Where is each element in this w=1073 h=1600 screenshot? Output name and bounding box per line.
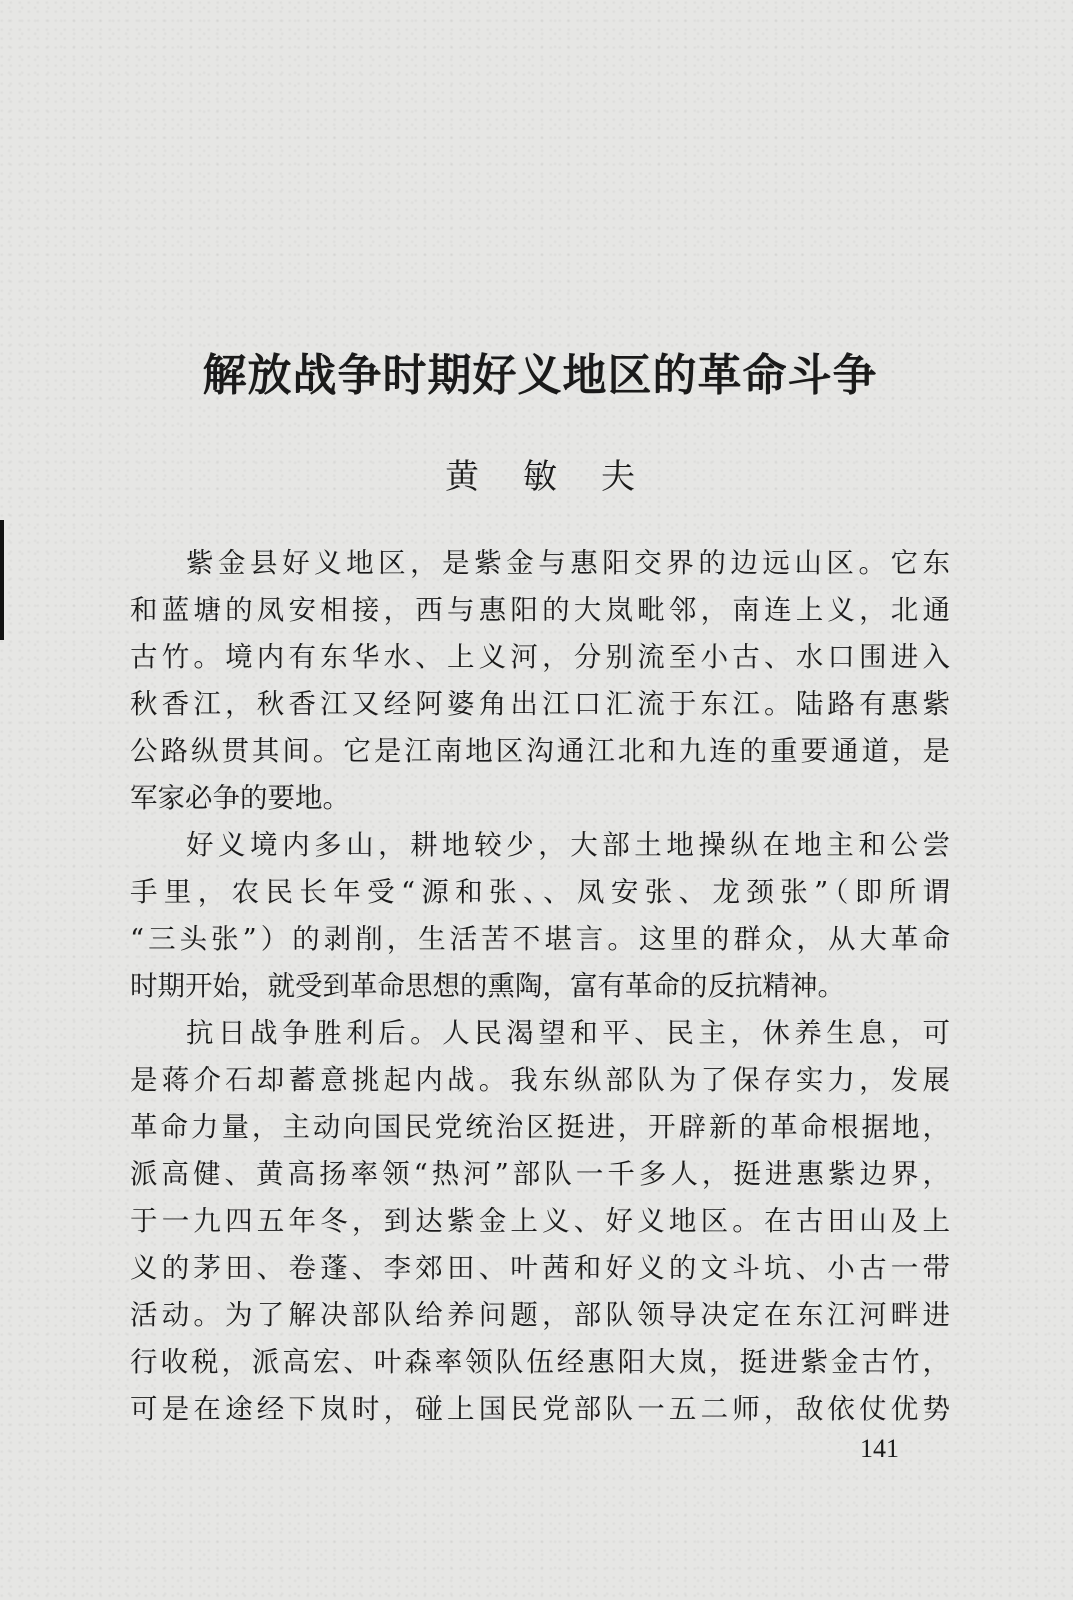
body-line: 古竹。境内有东华水、上义河，分别流至小古、水口围进入 xyxy=(130,641,950,673)
body-line: 紫金县好义地区，是紫金与惠阳交界的边远山区。它东 xyxy=(186,547,950,579)
body-line: “三头张”）的剥削，生活苦不堪言。这里的群众，从大革命 xyxy=(130,923,950,955)
body-line: 革命力量，主动向国民党统治区挺进，开辟新的革命根据地， xyxy=(130,1111,950,1143)
body-line: 手里，农民长年受“源和张、、凤安张、龙颈张”（即所谓 xyxy=(130,876,950,908)
article-author: 黄敏夫 xyxy=(445,457,679,497)
body-line: 公路纵贯其间。它是江南地区沟通江北和九连的重要通道，是 xyxy=(130,735,950,767)
article-title: 解放战争时期好义地区的革命斗争 xyxy=(202,350,878,401)
scan-edge-mark xyxy=(0,520,4,640)
body-line: 行收税，派高宏、叶森率领队伍经惠阳大岚，挺进紫金古竹， xyxy=(130,1346,950,1378)
page-number: 141 xyxy=(860,1434,899,1463)
body-line: 抗日战争胜利后。人民渴望和平、民主，休养生息，可 xyxy=(186,1017,950,1049)
body-line: 派高健、黄高扬率领“热河”部队一千多人，挺进惠紫边界， xyxy=(130,1158,950,1190)
body-line: 和蓝塘的凤安相接，西与惠阳的大岚毗邻，南连上义，北通 xyxy=(130,594,950,626)
body-line: 军家必争的要地。 xyxy=(130,782,350,814)
body-line: 好义境内多山，耕地较少，大部土地操纵在地主和公尝 xyxy=(186,829,950,861)
body-line: 活动。为了解决部队给养问题，部队领导决定在东江河畔进 xyxy=(130,1299,950,1331)
body-line: 义的茅田、卷蓬、李郊田、叶茜和好义的文斗坑、小古一带 xyxy=(130,1252,950,1284)
body-line: 是蒋介石却蓄意挑起内战。我东纵部队为了保存实力，发展 xyxy=(130,1064,950,1096)
body-line: 秋香江，秋香江又经阿婆角出江口汇流于东江。陆路有惠紫 xyxy=(130,688,950,720)
article-body xyxy=(130,540,950,1433)
body-line: 时期开始，就受到革命思想的熏陶，富有革命的反抗精神。 xyxy=(130,970,845,1002)
body-line: 于一九四五年冬，到达紫金上义、好义地区。在古田山及上 xyxy=(130,1205,950,1237)
body-line: 可是在途经下岚时，碰上国民党部队一五二师，敌依仗优势 xyxy=(130,1393,950,1425)
